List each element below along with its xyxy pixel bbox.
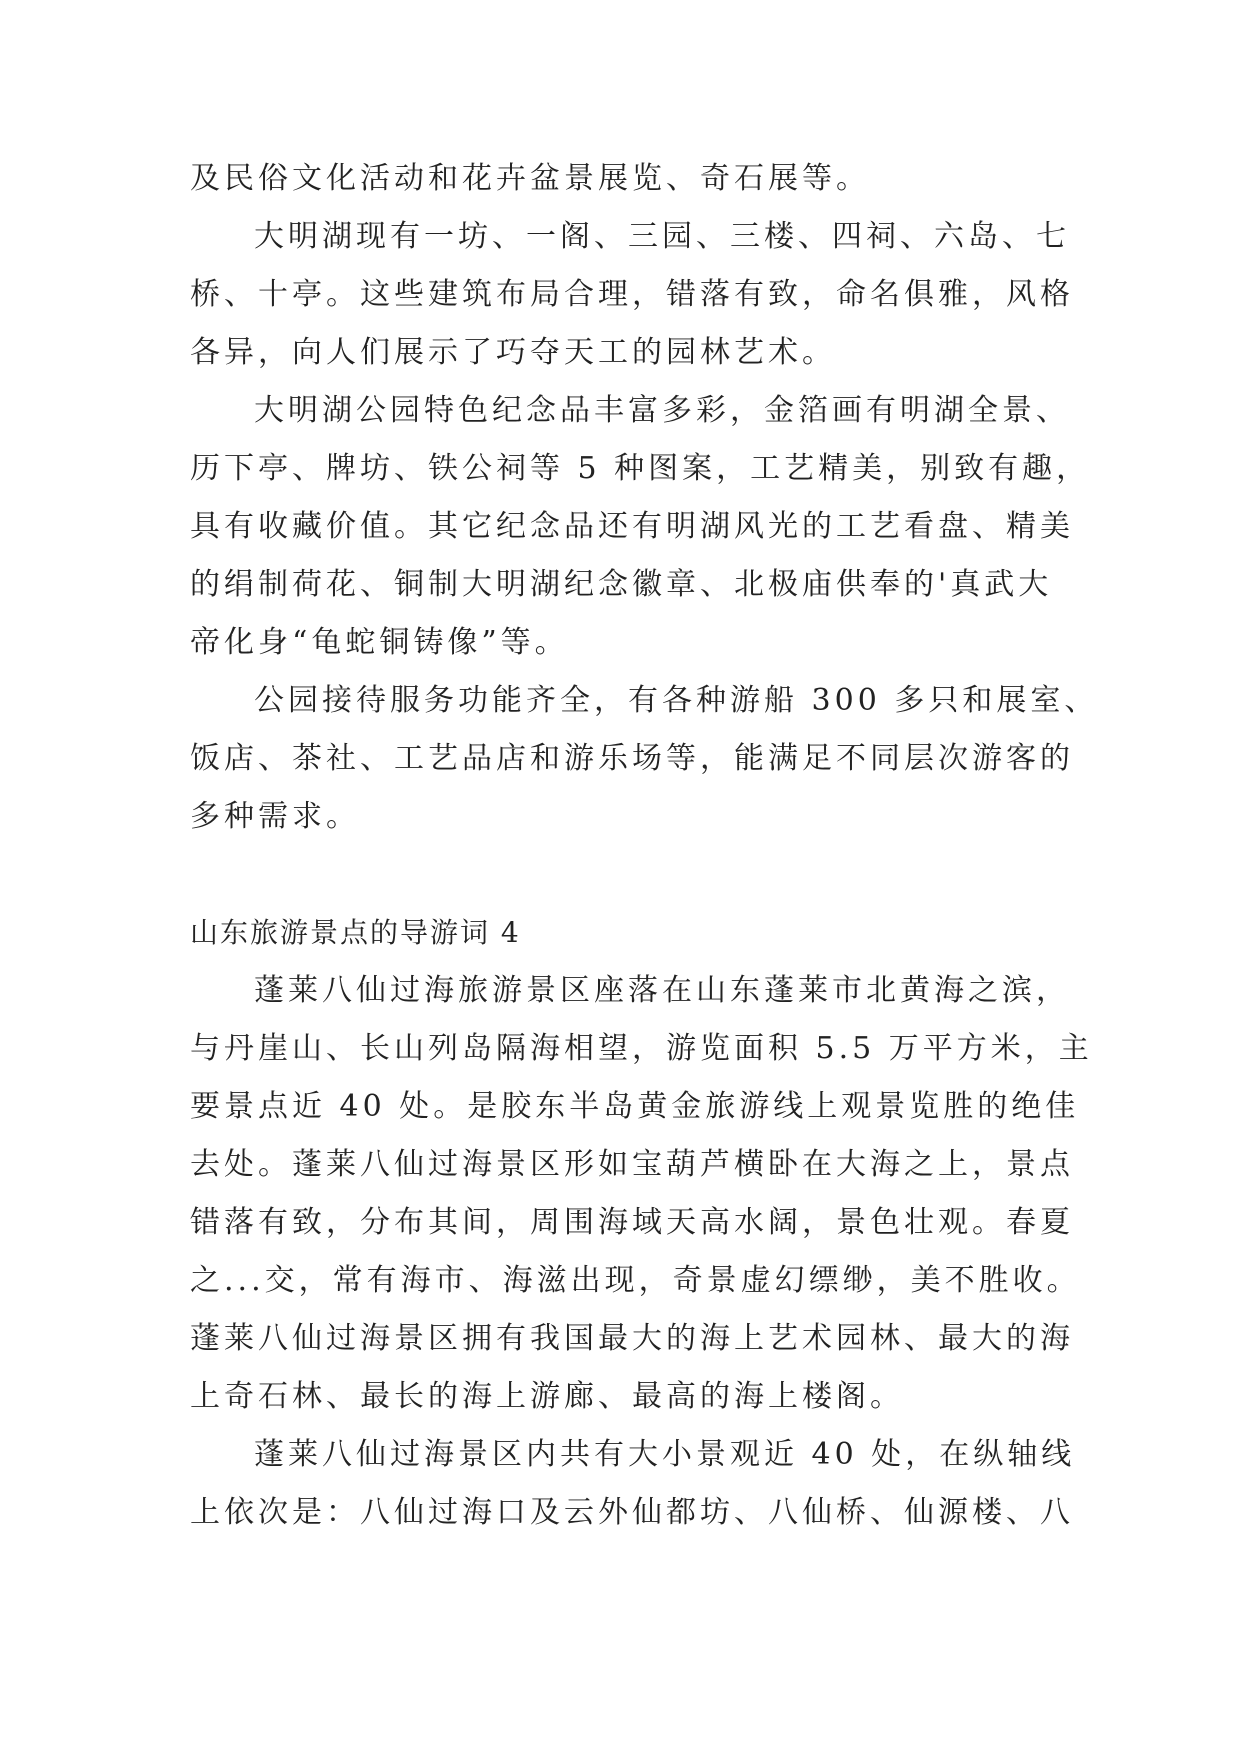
section-spacer xyxy=(190,846,1070,904)
text-line: 之...交，常有海市、海滋出现，奇景虚幻缥缈，美不胜收。 xyxy=(190,1263,1081,1298)
text-line: 历下亭、牌坊、铁公祠等 5 种图案，工艺精美，别致有趣， xyxy=(190,451,1091,486)
text-line: 大明湖公园特色纪念品丰富多彩，金箔画有明湖全景、 xyxy=(254,393,1070,428)
text-line: 的绢制荷花、铜制大明湖纪念徽章、北极庙供奉的'真武大 xyxy=(190,567,1053,602)
paragraph-penglai-intro xyxy=(190,962,1093,1426)
paragraph-penglai-scenes xyxy=(190,1426,1076,1542)
text-line: 与丹崖山、长山列岛隔海相望，游览面积 5.5 万平方米，主 xyxy=(190,1031,1093,1066)
text-line: 帝化身“龟蛇铜铸像”等。 xyxy=(190,625,569,660)
text-line: 去处。蓬莱八仙过海景区形如宝葫芦横卧在大海之上，景点 xyxy=(190,1147,1074,1182)
text-line: 蓬莱八仙过海景区内共有大小景观近 40 处，在纵轴线 xyxy=(254,1437,1076,1472)
text-line: 饭店、茶社、工艺品店和游乐场等，能满足不同层次游客的 xyxy=(190,741,1074,776)
paragraph-continuation xyxy=(190,150,1070,208)
text-line: 上奇石林、最长的海上游廊、最高的海上楼阁。 xyxy=(190,1379,904,1414)
text-line: 桥、十亭。这些建筑布局合理，错落有致，命名俱雅，风格 xyxy=(190,277,1074,312)
paragraph-souvenirs xyxy=(190,382,1091,672)
text-line: 蓬莱八仙过海景区拥有我国最大的海上艺术园林、最大的海 xyxy=(190,1321,1074,1356)
section-heading: 山东旅游景点的导游词 4 xyxy=(190,916,521,949)
text-line: 大明湖现有一坊、一阁、三园、三楼、四祠、六岛、七 xyxy=(254,219,1070,254)
text-line: 错落有致，分布其间，周围海域天高水阔，景色壮观。春夏 xyxy=(190,1205,1074,1240)
text-line: 各异，向人们展示了巧夺天工的园林艺术。 xyxy=(190,335,836,370)
text-line: 具有收藏价值。其它纪念品还有明湖风光的工艺看盘、精美 xyxy=(190,509,1074,544)
text-line: 要景点近 40 处。是胶东半岛黄金旅游线上观景览胜的绝佳 xyxy=(190,1089,1080,1124)
document-body xyxy=(190,150,1099,1542)
text-line: 及民俗文化活动和花卉盆景展览、奇石展等。 xyxy=(190,161,870,196)
text-line: 多种需求。 xyxy=(190,799,360,834)
text-line: 蓬莱八仙过海旅游景区座落在山东蓬莱市北黄海之滨， xyxy=(254,973,1070,1008)
text-line: 公园接待服务功能齐全，有各种游船 300 多只和展室、 xyxy=(254,683,1099,718)
paragraph-buildings xyxy=(190,208,1074,382)
text-line: 上依次是：八仙过海口及云外仙都坊、八仙桥、仙源楼、八 xyxy=(190,1495,1074,1530)
paragraph-services xyxy=(190,672,1099,846)
